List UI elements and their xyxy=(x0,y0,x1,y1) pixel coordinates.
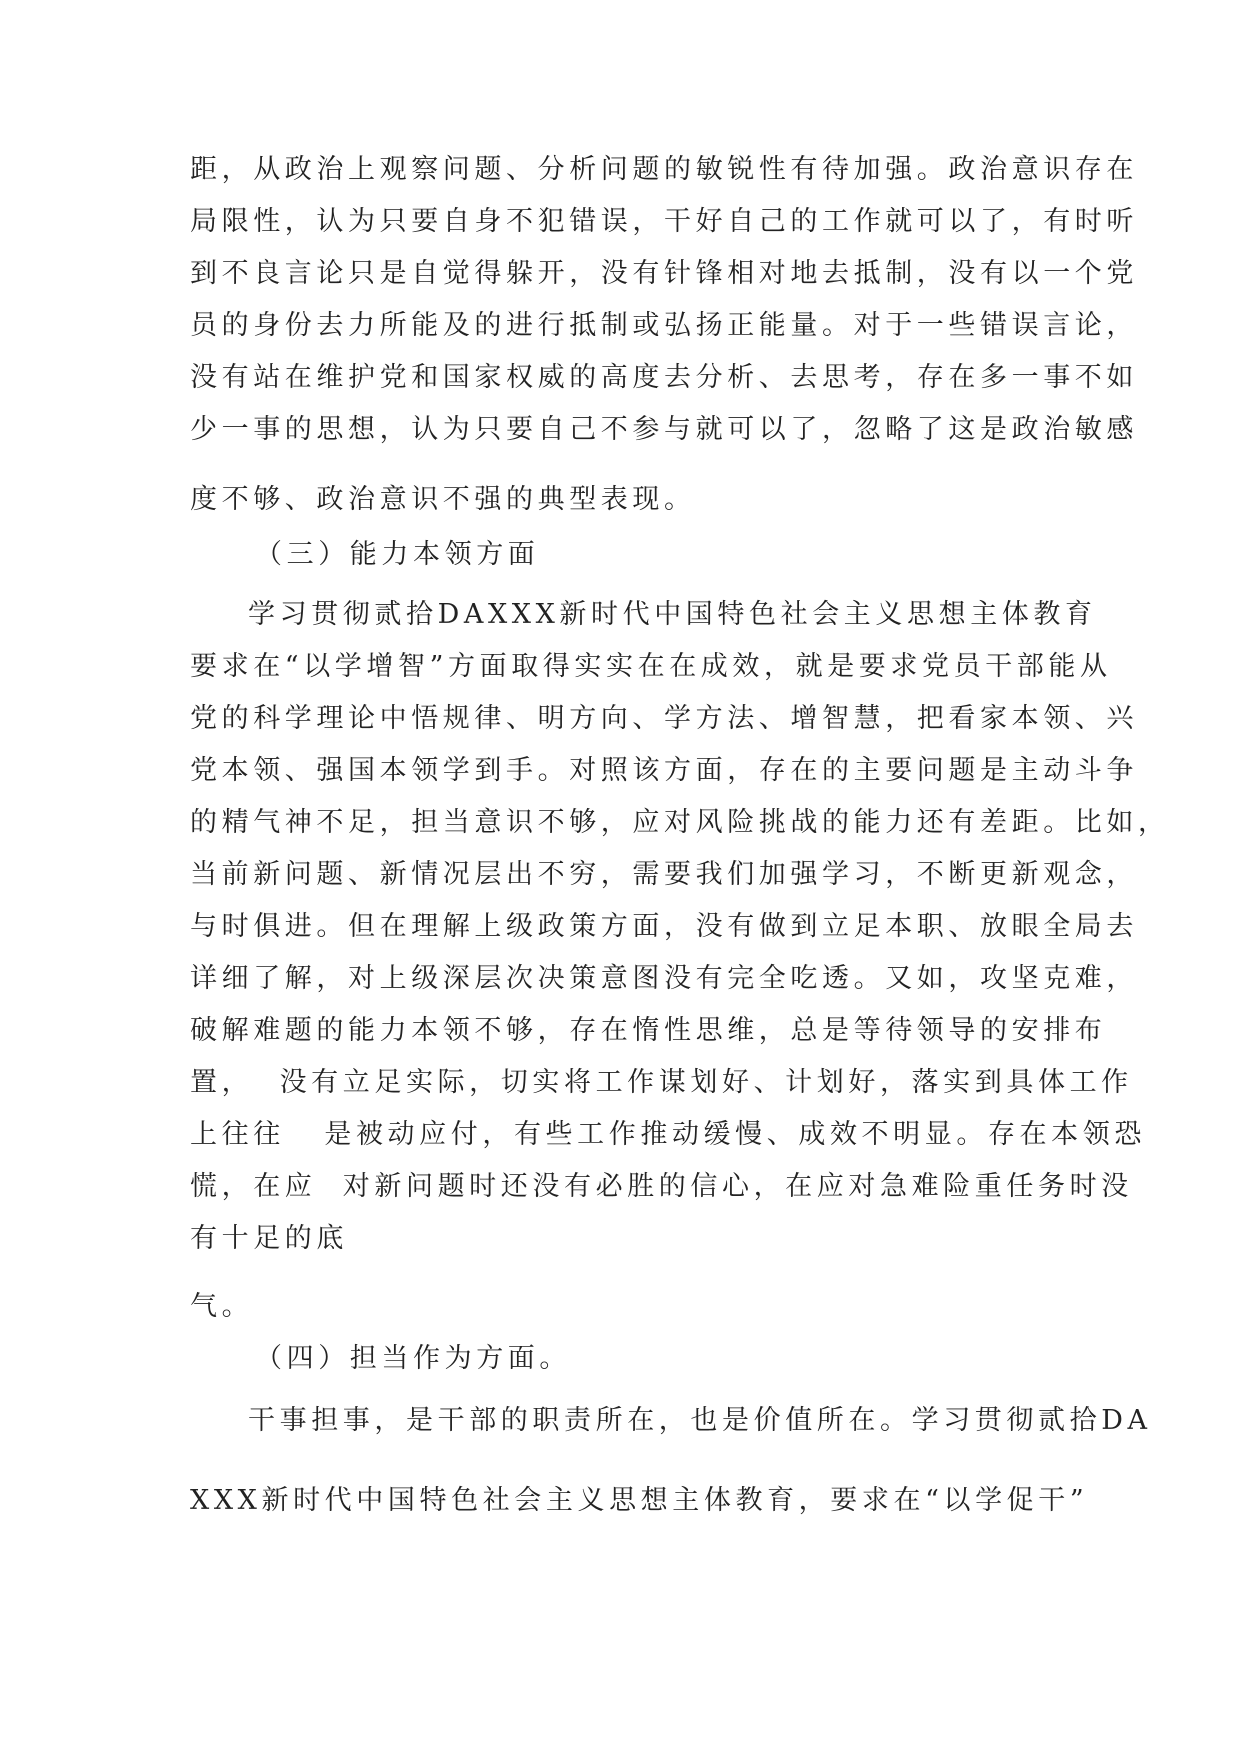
paragraph-line: 的精气神不足，担当意识不够，应对风险挑战的能力还有差距。比如， xyxy=(190,807,1170,838)
paragraph-line: 有十足的底 xyxy=(190,1223,348,1254)
paragraph-line: 学习贯彻贰拾DAXXX新时代中国特色社会主义思想主体教育 xyxy=(248,599,1097,630)
paragraph-line: 破解难题的能力本领不够，存在惰性思维，总是等待领导的安排布 xyxy=(190,1015,1107,1046)
paragraph-line: 少一事的思想，认为只要自己不参与就可以了，忽略了这是政治敏感 xyxy=(190,414,1138,445)
paragraph-line: 局限性，认为只要自身不犯错误，干好自己的工作就可以了，有时听 xyxy=(190,206,1138,237)
paragraph-line: 距，从政治上观察问题、分析问题的敏锐性有待加强。政治意识存在 xyxy=(190,154,1138,185)
paragraph-line: 详细了解，对上级深层次决策意图没有完全吃透。又如，攻坚克难， xyxy=(190,963,1138,994)
paragraph-line: 党本领、强国本领学到手。对照该方面，存在的主要问题是主动斗争 xyxy=(190,755,1138,786)
paragraph-line: 与时俱进。但在理解上级政策方面，没有做到立足本职、放眼全局去 xyxy=(190,911,1138,942)
section-heading: （四）担当作为方面。 xyxy=(255,1343,571,1374)
paragraph-line: 度不够、政治意识不强的典型表现。 xyxy=(190,484,696,515)
paragraph-line: 党的科学理论中悟规律、明方向、学方法、增智慧，把看家本领、兴 xyxy=(190,703,1138,734)
paragraph-line: 干事担事，是干部的职责所在，也是价值所在。学习贯彻贰拾DA xyxy=(248,1405,1152,1436)
paragraph-line: 要求在“以学增智”方面取得实实在在成效，就是要求党员干部能从 xyxy=(190,651,1112,682)
paragraph-line: 到不良言论只是自觉得躲开，没有针锋相对地去抵制，没有以一个党 xyxy=(190,258,1138,289)
paragraph-line: 慌，在应 对新问题时还没有必胜的信心，在应对急难险重任务时没 xyxy=(190,1171,1133,1202)
paragraph-line: 上往往 是被动应付，有些工作推动缓慢、成效不明显。存在本领恐 xyxy=(190,1119,1146,1150)
paragraph-line: 置， 没有立足实际，切实将工作谋划好、计划好，落实到具体工作 xyxy=(190,1067,1133,1098)
paragraph-line: 员的身份去力所能及的进行抵制或弘扬正能量。对于一些错误言论， xyxy=(190,310,1138,341)
section-heading: （三）能力本领方面 xyxy=(255,539,540,570)
paragraph-line: XXX新时代中国特色社会主义思想主体教育，要求在“以学促干” xyxy=(190,1485,1089,1516)
paragraph-line: 气。 xyxy=(190,1291,254,1322)
paragraph-line: 当前新问题、新情况层出不穷，需要我们加强学习，不断更新观念， xyxy=(190,859,1138,890)
paragraph-line: 没有站在维护党和国家权威的高度去分析、去思考，存在多一事不如 xyxy=(190,362,1138,393)
